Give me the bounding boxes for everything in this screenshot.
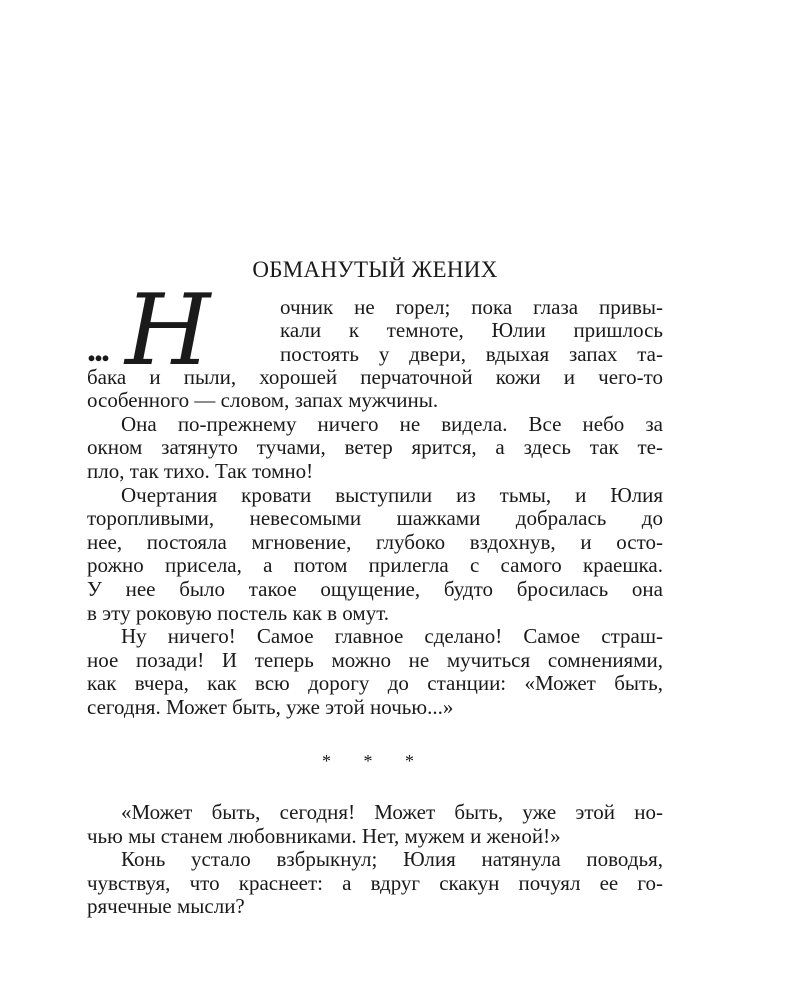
text-line: У нее было такое ощущение, будто бросилась она (87, 576, 663, 601)
text-line: Конь устало взбрыкнул; Юлия натянула поводья, (121, 847, 663, 872)
text-line: очник не горел; пока глаза привы- (280, 294, 663, 319)
text-line: сегодня. Может быть, уже этой ночью...» (87, 694, 454, 719)
text-line: окном затянуто тучами, ветер ярится, а здесь так те- (87, 435, 663, 460)
chapter-title: ОБМАНУТЫЙ ЖЕНИХ (252, 257, 498, 282)
paragraph-6 (87, 848, 663, 919)
paragraph-4 (87, 625, 663, 719)
text-line: Она по-прежнему ничего не видела. Все небо за (121, 411, 663, 436)
opening-ellipsis: ... (87, 328, 108, 369)
drop-cap-letter: Н (125, 273, 211, 388)
paragraph-2 (87, 413, 663, 484)
text-line: рячечные мысли? (87, 894, 245, 919)
section-divider: * * * (322, 750, 428, 771)
text-line: чью мы станем любовниками. Нет, мужем и женой!» (87, 823, 561, 848)
text-line: Ну ничего! Самое главное сделано! Самое страш- (121, 624, 663, 649)
text-line: рожно присела, а потом прилегла с самого краешка. (87, 553, 663, 578)
text-line: бака и пыли, хорошей перчаточной кожи и чего-то (87, 364, 663, 389)
text-line: как вчера, как всю дорогу до станции: «Может быть, (87, 671, 663, 696)
text-line: кали к темноте, Юлии пришлось (280, 318, 663, 343)
text-line: особенного — словом, запах мужчины. (87, 388, 439, 413)
dropcap-lines (280, 296, 663, 367)
text-line: постоять у двери, вдыхая запах та- (280, 341, 663, 366)
text-line: ное позади! И теперь можно не мучиться сомнениями, (87, 647, 663, 672)
paragraph-3 (87, 484, 663, 626)
book-page (87, 258, 663, 919)
text-line: чувствуя, что краснеет: а вдруг скакун почуял ее го- (87, 870, 663, 895)
text-line: нее, постояла мгновение, глубоко вздохнув, и осто- (87, 529, 663, 554)
text-line: торопливыми, невесомыми шажками добралась до (87, 506, 663, 531)
paragraph-5 (87, 801, 663, 848)
text-line: Очертания кровати выступили из тьмы, и Юлия (121, 482, 663, 507)
text-line: в эту роковую постель как в омут. (87, 600, 390, 625)
text-line: пло, так тихо. Так томно! (87, 458, 314, 483)
text-line: «Может быть, сегодня! Может быть, уже этой но- (121, 800, 663, 825)
